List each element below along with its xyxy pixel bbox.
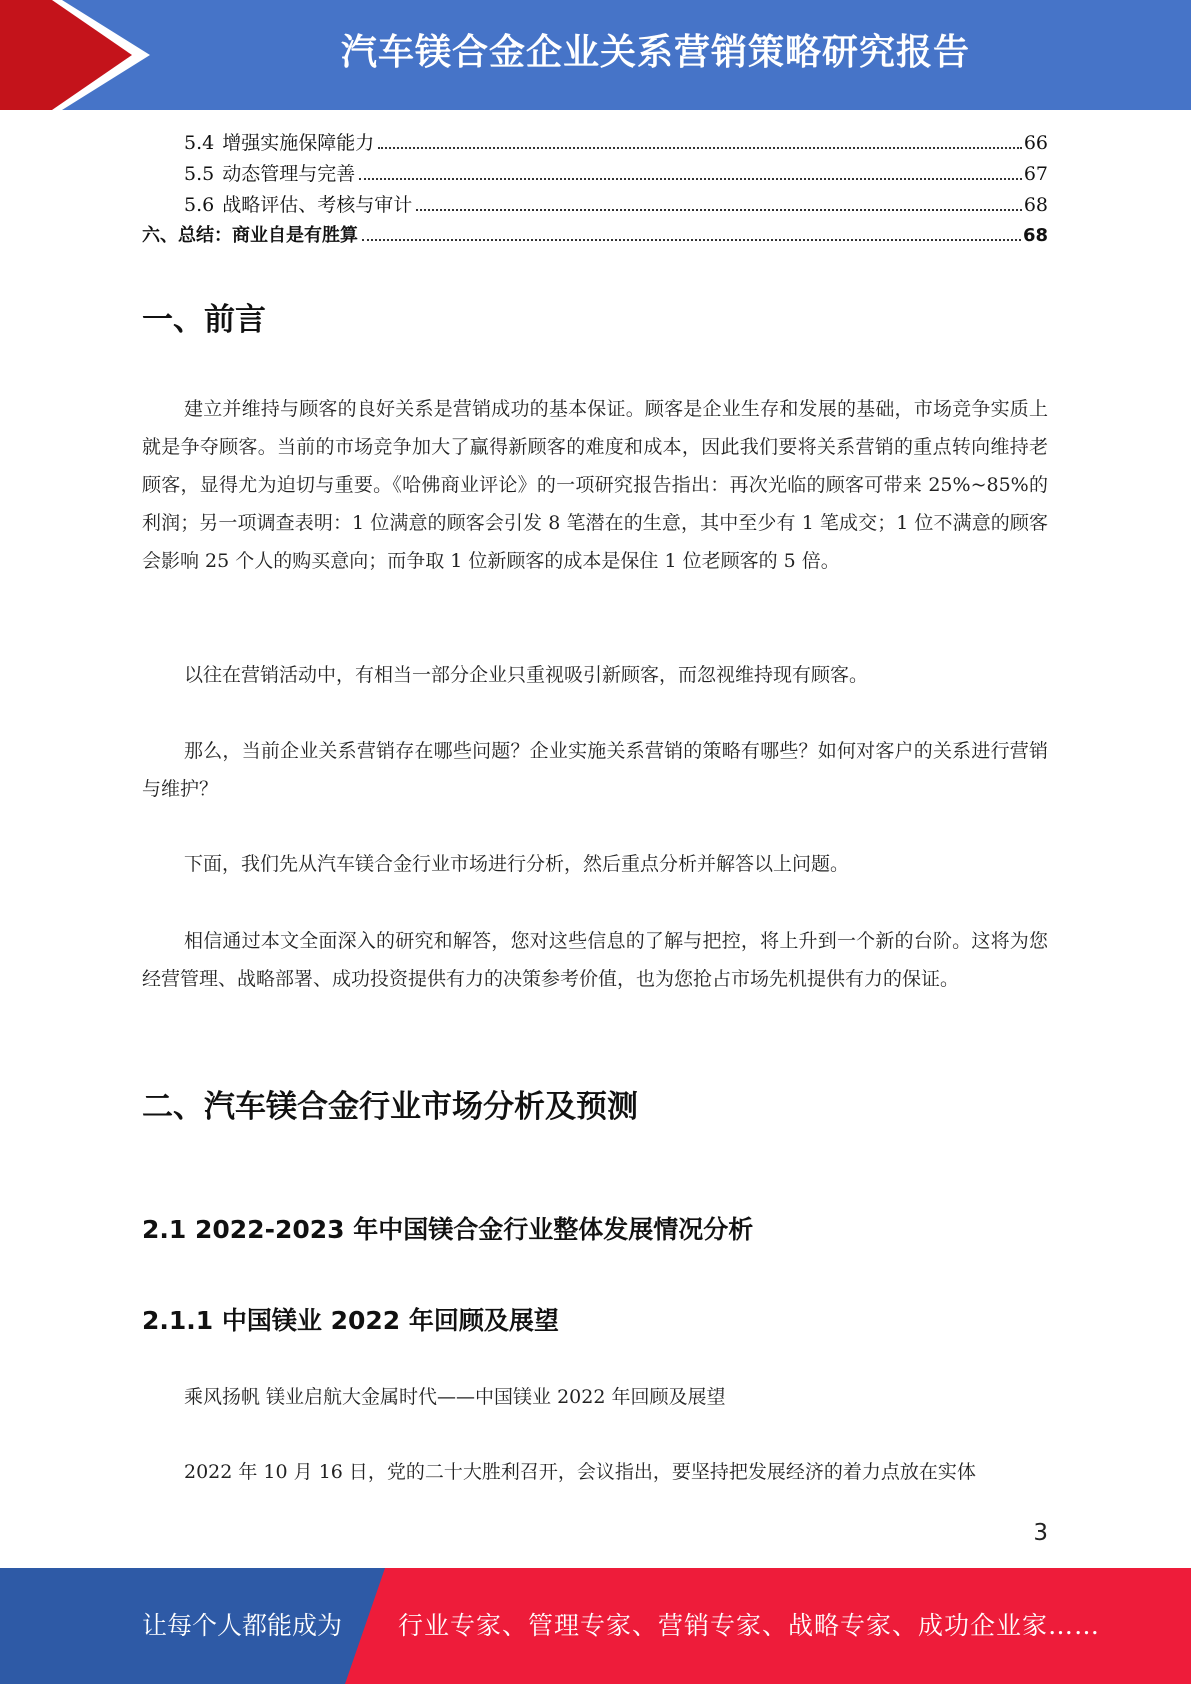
toc-entry-label: 动态管理与完善 bbox=[222, 163, 356, 185]
paragraph: 下面，我们先从汽车镁合金行业市场进行分析，然后重点分析并解答以上问题。 bbox=[184, 853, 850, 875]
paragraph: 那么，当前企业关系营销存在哪些问题？企业实施关系营销的策略有哪些？如何对客户的关系进行营销与维护？ bbox=[142, 740, 1048, 800]
toc-leader-dots bbox=[416, 208, 1022, 211]
toc-entry[interactable] bbox=[142, 128, 1048, 159]
toc-leader-dots bbox=[362, 238, 1021, 241]
footer-slogan-right: 行业专家、管理专家、营销专家、战略专家、成功企业家…… bbox=[398, 1611, 1101, 1640]
table-of-contents bbox=[142, 128, 1048, 252]
document-title: 汽车镁合金企业关系营销策略研究报告 bbox=[340, 32, 970, 73]
toc-entry-label: 增强实施保障能力 bbox=[222, 132, 375, 154]
toc-leader-dots bbox=[359, 177, 1022, 180]
toc-entry[interactable] bbox=[142, 190, 1048, 221]
section-heading-market-analysis: 二、汽车镁合金行业市场分析及预测 bbox=[142, 1089, 638, 1125]
toc-entry-page: 66 bbox=[1023, 132, 1048, 154]
toc-entry-label: 战略评估、考核与审计 bbox=[222, 194, 413, 216]
paragraph: 相信通过本文全面深入的研究和解答，您对这些信息的了解与把控，将上升到一个新的台阶。这将为您经营管理、战略部署、成功投资提供有力的决策参考价值，也为您抢占市场先机提供有力的保证。 bbox=[142, 930, 1048, 990]
toc-entry[interactable] bbox=[142, 221, 1048, 252]
section-heading-preface: 一、前言 bbox=[142, 302, 266, 338]
subsection-heading: 2.1 2022-2023 年中国镁合金行业整体发展情况分析 bbox=[142, 1215, 754, 1244]
toc-entry[interactable] bbox=[142, 159, 1048, 190]
toc-entry-number: 5.5 bbox=[184, 163, 215, 185]
toc-entry-label: 六、总结：商业自是有胜算 bbox=[142, 225, 358, 246]
toc-entry-page: 68 bbox=[1023, 194, 1048, 216]
paragraph: 乘风扬帆 镁业启航大金属时代——中国镁业 2022 年回顾及展望 bbox=[184, 1386, 726, 1408]
paragraph: 以往在营销活动中，有相当一部分企业只重视吸引新顾客，而忽视维持现有顾客。 bbox=[184, 664, 869, 686]
toc-entry-number: 5.4 bbox=[184, 132, 215, 154]
toc-leader-dots bbox=[378, 146, 1022, 149]
page-number: 3 bbox=[1033, 1520, 1048, 1546]
footer-banner bbox=[0, 1568, 1191, 1684]
footer-slogan-left: 让每个人都能成为 bbox=[142, 1611, 343, 1640]
paragraph: 2022 年 10 月 16 日，党的二十大胜利召开，会议指出，要坚持把发展经济的着力点放在实体 bbox=[184, 1461, 976, 1483]
toc-entry-page: 68 bbox=[1022, 225, 1048, 246]
header-banner bbox=[0, 0, 1191, 110]
paragraph: 建立并维持与顾客的良好关系是营销成功的基本保证。顾客是企业生存和发展的基础，市场竞争实质上就是争夺顾客。当前的市场竞争加大了赢得新顾客的难度和成本，因此我们要将关系营销的重点转向维持老顾客，显得尤为迫切与重要。《哈佛商业评论》的一项研究报告指出：再次光临的顾客可带来 25%~85%的利润；另一项调查表明：1 位满意的顾客会引发 8 笔潜在的生意，其中至少有 1 笔成交；1 位不满意的顾客会影响 25 个人的购买意向；而争取 1 位新顾客的成本是保住 1 位老顾客的 5 倍。 bbox=[142, 398, 1048, 572]
toc-entry-number: 5.6 bbox=[184, 194, 215, 216]
toc-entry-page: 67 bbox=[1023, 163, 1048, 185]
subsubsection-heading: 2.1.1 中国镁业 2022 年回顾及展望 bbox=[142, 1306, 559, 1335]
